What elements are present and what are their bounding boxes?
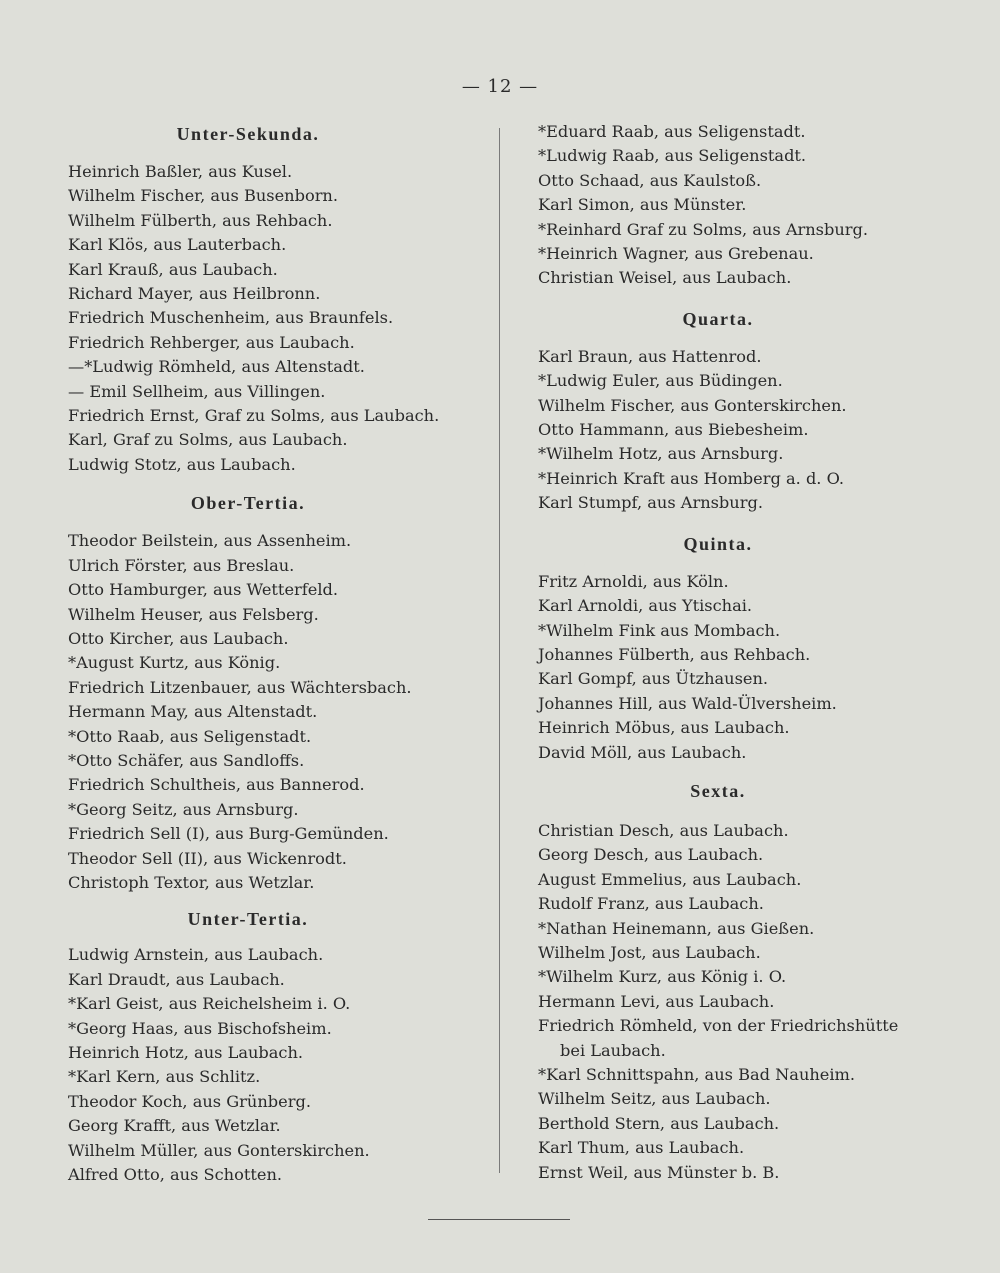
right-column bbox=[538, 120, 958, 1185]
list-item: *Nathan Heinemann, aus Gießen. bbox=[538, 918, 815, 938]
page-number: — 12 — bbox=[461, 76, 539, 97]
section-heading: Quinta. bbox=[683, 533, 753, 554]
section-heading: Sexta. bbox=[690, 780, 746, 801]
list-item: Theodor Koch, aus Grünberg. bbox=[68, 1091, 311, 1111]
list-item: Theodor Beilstein, aus Assenheim. bbox=[68, 531, 352, 551]
list-item: Friedrich Sell (I), aus Burg-Gemünden. bbox=[68, 824, 389, 844]
list-item: Heinrich Hotz, aus Laubach. bbox=[68, 1043, 304, 1062]
list-item: *Heinrich Kraft aus Homberg a. d. O. bbox=[538, 468, 845, 488]
list-item: Otto Hammann, aus Biebesheim. bbox=[538, 420, 809, 440]
list-item: Karl Braun, aus Hattenrod. bbox=[538, 346, 762, 366]
list-item: Ulrich Förster, aus Breslau. bbox=[68, 555, 295, 575]
list-item: *August Kurtz, aus König. bbox=[68, 653, 281, 673]
list-item: *Georg Haas, aus Bischofsheim. bbox=[68, 1018, 332, 1038]
bottom-rule bbox=[428, 1219, 570, 1220]
list-item: Friedrich Muschenheim, aus Braunfels. bbox=[68, 308, 394, 328]
list-item: *Georg Seitz, aus Arnsburg. bbox=[68, 799, 299, 819]
section-ober-tertia bbox=[68, 489, 488, 895]
section-heading: Quarta. bbox=[682, 308, 754, 329]
name-list bbox=[68, 529, 488, 895]
list-item: Johannes Hill, aus Wald-Ülversheim. bbox=[538, 693, 837, 713]
section-continuation bbox=[538, 120, 958, 291]
list-item: Karl Thum, aus Laubach. bbox=[538, 1138, 745, 1158]
name-list bbox=[538, 819, 958, 1185]
list-item: Georg Krafft, aus Wetzlar. bbox=[68, 1116, 281, 1136]
list-item: Ludwig Arnstein, aus Laubach. bbox=[68, 945, 324, 965]
list-item: bei Laubach. bbox=[560, 1040, 666, 1060]
list-item: Wilhelm Fischer, aus Busenborn. bbox=[68, 186, 339, 206]
list-item: Alfred Otto, aus Schotten. bbox=[68, 1165, 283, 1185]
list-item: Ludwig Stotz, aus Laubach. bbox=[68, 454, 296, 474]
list-item: Otto Schaad, aus Kaulstoß. bbox=[538, 170, 762, 190]
section-quarta bbox=[538, 305, 958, 516]
list-item: *Reinhard Graf zu Solms, aus Arnsburg. bbox=[538, 219, 869, 239]
list-item: — Emil Sellheim, aus Villingen. bbox=[68, 381, 326, 401]
section-unter-sekunda bbox=[68, 120, 488, 477]
column-divider bbox=[499, 128, 500, 1173]
left-column bbox=[68, 120, 488, 1187]
list-item: Theodor Sell (II), aus Wickenrodt. bbox=[68, 848, 347, 868]
list-item: Karl Stumpf, aus Arnsburg. bbox=[538, 493, 763, 513]
list-item: Richard Mayer, aus Heilbronn. bbox=[68, 284, 321, 304]
section-heading: Unter-Tertia. bbox=[187, 909, 309, 930]
list-item: Christoph Textor, aus Wetzlar. bbox=[68, 872, 315, 892]
list-item: *Heinrich Wagner, aus Grebenau. bbox=[538, 244, 814, 264]
list-item: Friedrich Römheld, von der Friedrichshütte bbox=[538, 1016, 899, 1036]
list-item: Wilhelm Heuser, aus Felsberg. bbox=[68, 604, 319, 624]
list-item: Karl Gompf, aus Ützhausen. bbox=[538, 669, 769, 689]
list-item: *Ludwig Euler, aus Büdingen. bbox=[538, 371, 783, 391]
list-item: Fritz Arnoldi, aus Köln. bbox=[538, 571, 729, 591]
list-item: Hermann May, aus Altenstadt. bbox=[68, 702, 318, 722]
list-item: Heinrich Baßler, aus Kusel. bbox=[68, 162, 293, 181]
list-item: Friedrich Litzenbauer, aus Wächtersbach. bbox=[68, 677, 412, 697]
list-item: *Wilhelm Kurz, aus König i. O. bbox=[538, 967, 787, 987]
list-item: Karl Krauß, aus Laubach. bbox=[68, 259, 278, 279]
list-item: Hermann Levi, aus Laubach. bbox=[538, 991, 775, 1011]
list-item: *Otto Schäfer, aus Sandloffs. bbox=[68, 750, 305, 770]
section-quinta bbox=[538, 530, 958, 765]
name-list bbox=[68, 160, 488, 477]
list-item: Wilhelm Fischer, aus Gonterskirchen. bbox=[538, 395, 847, 415]
list-item: Wilhelm Jost, aus Laubach. bbox=[538, 942, 761, 962]
list-item: Karl Klös, aus Lauterbach. bbox=[68, 235, 287, 255]
list-item: Friedrich Ernst, Graf zu Solms, aus Laubach. bbox=[68, 406, 440, 426]
list-item: *Karl Schnittspahn, aus Bad Nauheim. bbox=[538, 1065, 856, 1084]
list-item: Wilhelm Müller, aus Gonterskirchen. bbox=[68, 1140, 370, 1160]
list-item: Johannes Fülberth, aus Rehbach. bbox=[538, 644, 811, 664]
section-heading: Ober-Tertia. bbox=[190, 493, 306, 514]
list-item: Friedrich Schultheis, aus Bannerod. bbox=[68, 775, 365, 795]
list-item: David Möll, aus Laubach. bbox=[538, 742, 747, 762]
list-item: —*Ludwig Römheld, aus Altenstadt. bbox=[68, 357, 365, 377]
list-item: *Karl Geist, aus Reichelsheim i. O. bbox=[68, 994, 351, 1014]
list-item: Christian Desch, aus Laubach. bbox=[538, 820, 789, 840]
list-item: Wilhelm Fülberth, aus Rehbach. bbox=[68, 210, 333, 230]
list-item: August Emmelius, aus Laubach. bbox=[538, 869, 802, 889]
list-item: Karl Arnoldi, aus Ytischai. bbox=[538, 596, 753, 616]
list-item: Rudolf Franz, aus Laubach. bbox=[538, 894, 764, 914]
name-list bbox=[538, 120, 958, 291]
section-unter-tertia bbox=[68, 905, 488, 1187]
list-item: Otto Hamburger, aus Wetterfeld. bbox=[68, 580, 339, 600]
name-list bbox=[538, 570, 958, 765]
list-item: Christian Weisel, aus Laubach. bbox=[538, 268, 792, 288]
list-item: *Wilhelm Fink aus Mombach. bbox=[538, 620, 781, 640]
list-item: Berthold Stern, aus Laubach. bbox=[538, 1113, 780, 1133]
name-list bbox=[538, 345, 958, 516]
list-item: *Otto Raab, aus Seligenstadt. bbox=[68, 726, 312, 746]
name-list bbox=[68, 943, 488, 1187]
list-item: Ernst Weil, aus Münster b. B. bbox=[538, 1162, 780, 1182]
section-sexta bbox=[538, 777, 958, 1185]
list-item: Heinrich Möbus, aus Laubach. bbox=[538, 718, 790, 738]
list-item: *Karl Kern, aus Schlitz. bbox=[68, 1067, 261, 1087]
list-item: Karl, Graf zu Solms, aus Laubach. bbox=[68, 430, 348, 450]
section-heading: Unter-Sekunda. bbox=[176, 124, 320, 144]
list-item: *Eduard Raab, aus Seligenstadt. bbox=[538, 122, 806, 141]
list-item: Karl Draudt, aus Laubach. bbox=[68, 969, 285, 989]
list-item: Wilhelm Seitz, aus Laubach. bbox=[538, 1089, 771, 1109]
list-item: Friedrich Rehberger, aus Laubach. bbox=[68, 332, 355, 352]
list-item: Karl Simon, aus Münster. bbox=[538, 195, 747, 215]
list-item: Otto Kircher, aus Laubach. bbox=[68, 628, 289, 648]
list-item: Georg Desch, aus Laubach. bbox=[538, 845, 764, 865]
list-item: *Wilhelm Hotz, aus Arnsburg. bbox=[538, 444, 784, 464]
list-item: *Ludwig Raab, aus Seligenstadt. bbox=[538, 146, 807, 166]
